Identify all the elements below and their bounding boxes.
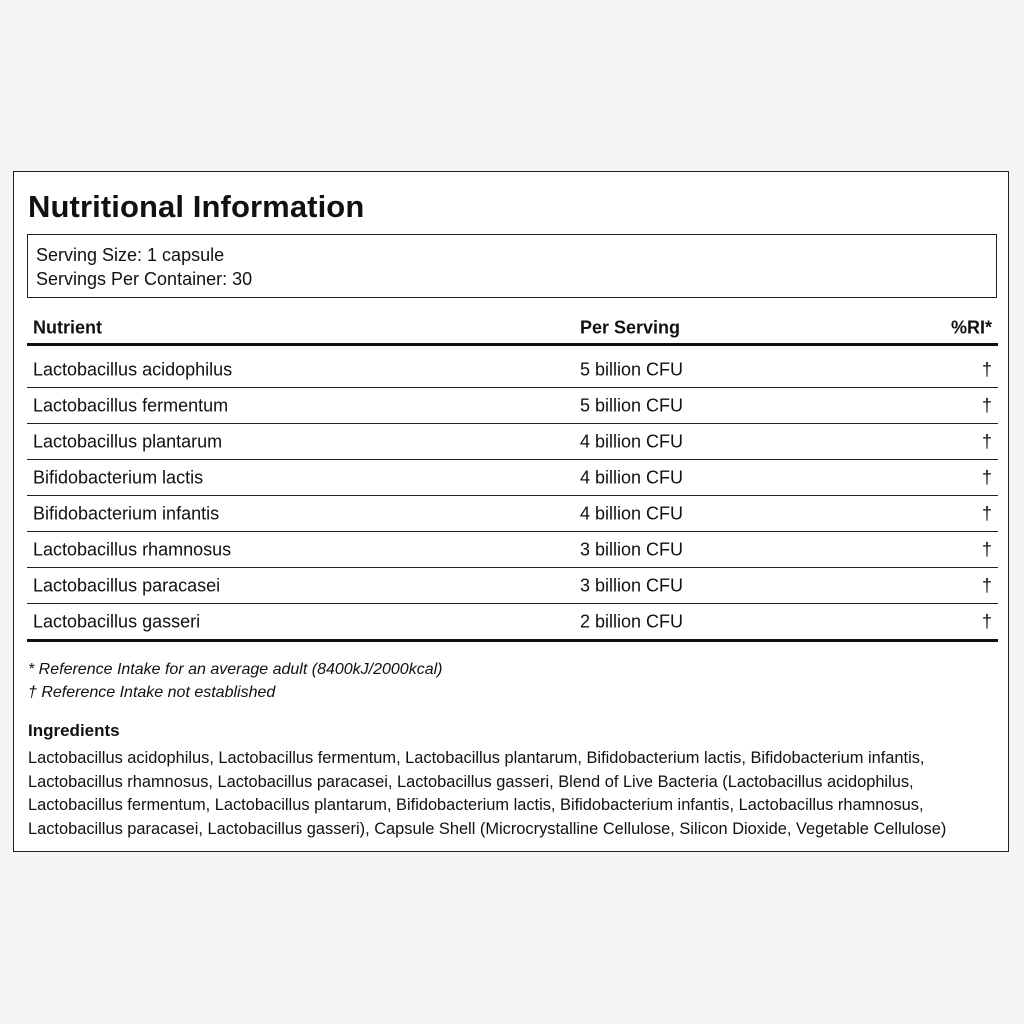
nutrient-name: Lactobacillus rhamnosus xyxy=(33,539,232,559)
serving-info-box xyxy=(27,234,997,298)
ri-value: † xyxy=(981,395,992,415)
per-serving-value: 5 billion CFU xyxy=(580,359,684,379)
per-serving-value: 3 billion CFU xyxy=(580,575,684,595)
ri-value: † xyxy=(981,431,992,451)
table-row xyxy=(27,424,998,460)
ri-value: † xyxy=(981,359,992,379)
nutrient-name: Bifidobacterium infantis xyxy=(33,503,220,523)
footnote-reference-intake: * Reference Intake for an average adult (8400kJ/2000kcal) xyxy=(28,661,443,678)
ri-value: † xyxy=(981,575,992,595)
ingredients-heading: Ingredients xyxy=(28,721,120,740)
ri-value: † xyxy=(981,467,992,487)
table-header xyxy=(27,312,998,346)
per-serving-value: 2 billion CFU xyxy=(580,611,684,631)
nutrient-name: Lactobacillus acidophilus xyxy=(33,359,233,379)
table-row xyxy=(27,568,998,604)
table-row xyxy=(27,496,998,532)
per-serving-value: 4 billion CFU xyxy=(580,431,684,451)
header-ri: %RI* xyxy=(950,317,992,337)
serving-size: Serving Size: 1 capsule xyxy=(36,245,225,265)
table-row xyxy=(27,352,998,388)
table-body xyxy=(27,352,998,642)
footnotes xyxy=(28,658,442,704)
ri-value: † xyxy=(981,539,992,559)
page-title: Nutritional Information xyxy=(28,189,365,224)
ri-value: † xyxy=(981,611,992,631)
nutrient-name: Lactobacillus fermentum xyxy=(33,395,229,415)
servings-per-container: Servings Per Container: 30 xyxy=(36,269,253,289)
table-row xyxy=(27,460,998,496)
nutrient-name: Lactobacillus plantarum xyxy=(33,431,223,451)
header-nutrient: Nutrient xyxy=(33,317,102,337)
ingredients-text: Lactobacillus acidophilus, Lactobacillus fermentum, Lactobacillus plantarum, Bifidobacterium lactis, Bifidobacterium infantis, Lactobacillus rhamnosus, Lactobacillus paracasei, Lactobacillus gasseri, Blend of Live Bacteria (Lactobacillus acidophilus, Lactobacillus fermentum, Lactobacillus plantarum, Bifidobacterium lactis, Bifidobacterium infantis, Lactobacillus rhamnosus, Lactobacillus paracasei, Lactobacillus gasseri), Capsule Shell (Microcrystalline Cellulose, Silicon Dioxide, Vegetable Cellulose) xyxy=(28,749,947,838)
ri-value: † xyxy=(981,503,992,523)
per-serving-value: 5 billion CFU xyxy=(580,395,684,415)
header-per-serving: Per Serving xyxy=(580,317,681,337)
table-row xyxy=(27,388,998,424)
per-serving-value: 4 billion CFU xyxy=(580,467,684,487)
nutrient-name: Lactobacillus paracasei xyxy=(33,575,221,595)
table-row xyxy=(27,604,998,639)
nutrition-panel xyxy=(13,171,1009,852)
per-serving-value: 3 billion CFU xyxy=(580,539,684,559)
footnote-not-established: † Reference Intake not established xyxy=(28,684,276,701)
table-row xyxy=(27,532,998,568)
nutrient-name: Bifidobacterium lactis xyxy=(33,467,204,487)
nutrient-name: Lactobacillus gasseri xyxy=(33,611,201,631)
per-serving-value: 4 billion CFU xyxy=(580,503,684,523)
nutrient-table xyxy=(27,312,998,642)
